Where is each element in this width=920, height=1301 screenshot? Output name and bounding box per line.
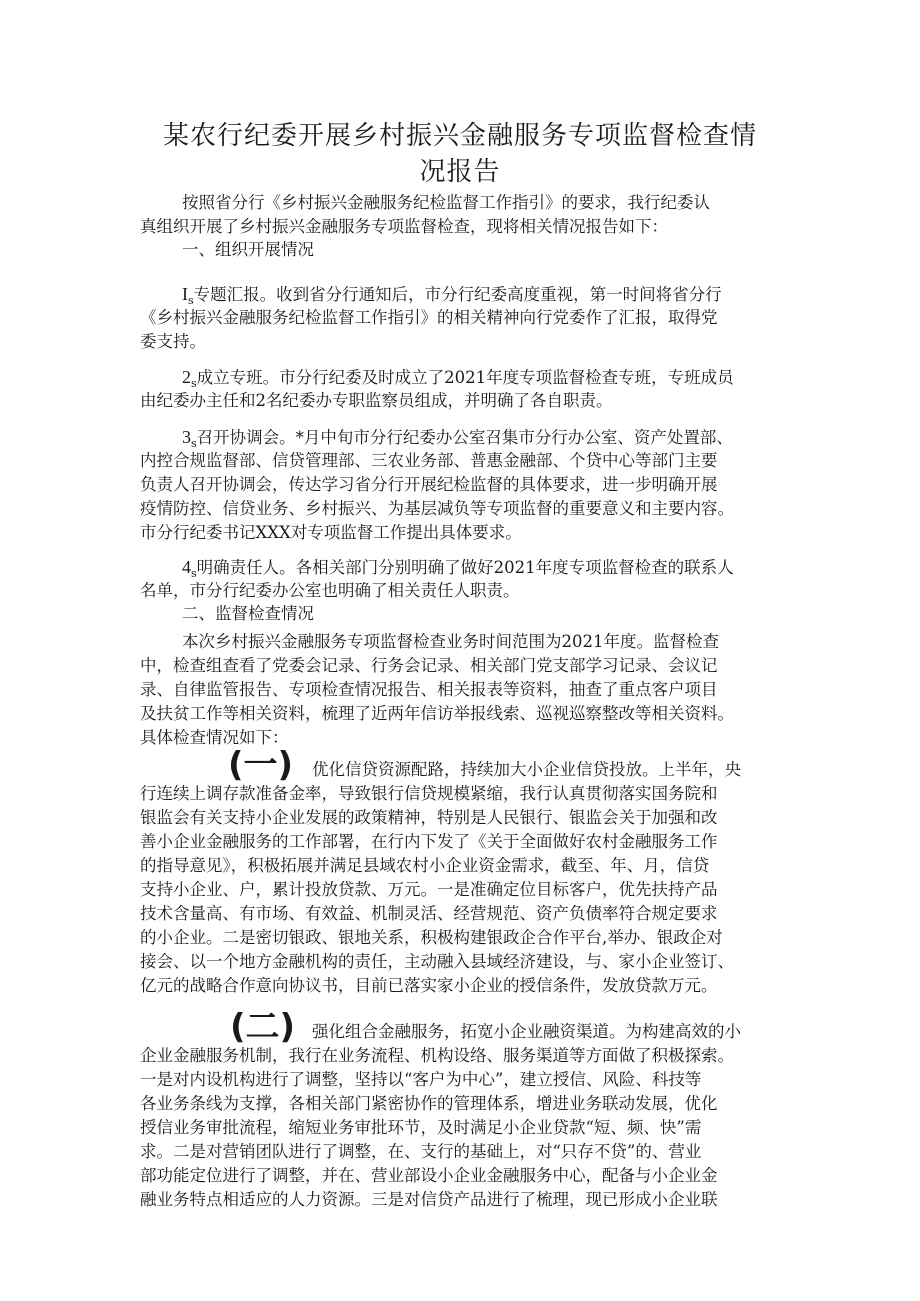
paragraph-line: 中，检查组查看了党委会记录、行务会记录、相关部门党支部学习记录、会议记	[140, 656, 718, 675]
part-marker-2: (二)	[230, 1007, 296, 1047]
paragraph-line: 部功能定位进行了调整，并在、营业部设小企业金融服务中心，配备与小企业金	[140, 1166, 718, 1185]
paragraph-line: 及扶贫工作等相关资料，梳理了近两年信访举报线索、巡视巡察整改等相关资料。	[140, 704, 734, 723]
paragraph-line: 各业务条线为支撑，各相关部门紧密协作的管理体系，增进业务联动发展，优化	[140, 1094, 718, 1113]
paragraph-line: 支持小企业、户，累计投放贷款、万元。一是准确定位目标客户，优先扶持产品	[140, 880, 718, 899]
item-text: 明确责任人。各相关部门分别明确了做好2021年度专项监督检查的联系人	[196, 558, 734, 577]
paragraph-line: 内控合规监督部、信贷管理部、三农业务部、普惠金融部、个贷中心等部门主要	[140, 451, 718, 470]
paragraph-line: 企业金融服务机制，我行在业务流程、机构设络、服务渠道等方面做了积极探索。	[140, 1046, 734, 1065]
item-number: I	[182, 284, 188, 304]
item-text: 专题汇报。收到省分行通知后，市分行纪委高度重视，第一时间将省分行	[193, 285, 722, 304]
paragraph-line: 录、自律监管报告、专项检查情况报告、相关报表等资料，抽查了重点客户项目	[140, 680, 718, 699]
intro-line: 按照省分行《乡村振兴金融服务纪检监督工作指引》的要求，我行纪委认	[182, 193, 710, 212]
paragraph-line: 银监会有关支持小企业发展的政策精神，特别是人民银行、银监会关于加强和改	[140, 808, 718, 827]
paragraph-line: 市分行纪委书记XXX对专项监督工作提出具体要求。	[140, 523, 522, 542]
paragraph-line: 授信业务审批流程，缩短业务审批环节，及时满足小企业贷款“短、频、快”需	[140, 1118, 702, 1137]
section-heading-inspection: 二、监督检查情况	[182, 604, 314, 623]
item-separator: s	[191, 567, 197, 580]
paragraph-line: 由纪委办主任和2名纪委办专职监察员组成，并明确了各自职责。	[140, 391, 613, 410]
item-text: 成立专班。市分行纪委及时成立了2021年度专项监督检查专班，专班成员	[196, 368, 734, 387]
document-title-line-2: 况报告	[419, 157, 501, 187]
paragraph-line: 的指导意见》，积极拓展并满足县域农村小企业资金需求，截至、年、月，信贷	[140, 856, 710, 875]
paragraph-line: 优化信贷资源配路，持续加大小企业信贷投放。上半年，央	[312, 760, 741, 779]
paragraph-line: 融业务特点相适应的人力资源。三是对信贷产品进行了梳理，现已形成小企业联	[140, 1190, 718, 1209]
item-number: 2	[182, 367, 191, 387]
paragraph-line: 负责人召开协调会，传达学习省分行开展纪检监督的具体要求，进一步明确开展	[140, 475, 718, 494]
paragraph-line: 一是对内设机构进行了调整，坚持以“客户为中心”，建立授信、风险、科技等	[140, 1070, 702, 1089]
paragraph-line: 强化组合金融服务，拓宽小企业融资渠道。为构建高效的小	[312, 1022, 741, 1041]
item-separator: s	[191, 437, 197, 450]
paragraph-line: 《乡村振兴金融服务纪检监督工作指引》的相关精神向行党委作了汇报，取得党	[140, 308, 718, 327]
paragraph-line: 亿元的战略合作意向协议书，目前已落实家小企业的授信条件，发放贷款万元。	[140, 976, 718, 995]
paragraph-line: 具体检查情况如下：	[140, 728, 289, 747]
item-number: 3	[182, 427, 191, 447]
paragraph-line: 行连续上调存款准备金率，导致银行信贷规模紧缩，我行认真贯彻落实国务院和	[140, 784, 718, 803]
paragraph-line: 名单，市分行纪委办公室也明确了相关责任人职责。	[140, 581, 520, 600]
item-separator: s	[188, 294, 194, 307]
paragraph-line: 善小企业金融服务的工作部署，在行内下发了《关于全面做好农村金融服务工作	[140, 832, 718, 851]
paragraph-line: 接会、以一个地方金融机构的责任，主动融入县域经济建设，与、家小企业签订、	[140, 952, 734, 971]
paragraph-line: 求。二是对营销团队进行了调整，在、支行的基础上，对“只存不贷”的、营业	[140, 1142, 702, 1161]
paragraph-line: 委支持。	[140, 332, 206, 351]
item-separator: s	[191, 377, 197, 390]
part-marker-1: (一)	[228, 745, 294, 785]
intro-line: 真组织开展了乡村振兴金融服务专项监督检查，现将相关情况报告如下：	[140, 217, 668, 236]
item-text: 召开协调会。*月中旬市分行纪委办公室召集市分行办公室、资产处置部、	[196, 428, 733, 447]
document-title-line-1: 某农行纪委开展乡村振兴金融服务专项监督检查情	[162, 121, 757, 151]
paragraph-line: 的小企业。二是密切银政、银地关系，积极构建银政企合作平台,举办、银政企对	[140, 928, 723, 947]
item-number: 4	[182, 557, 191, 577]
paragraph-line: 技术含量高、有市场、有效益、机制灵活、经营规范、资产负债率符合规定要求	[140, 904, 718, 923]
section-heading-organization: 一、组织开展情况	[182, 240, 314, 259]
paragraph-line: 本次乡村振兴金融服务专项监督检查业务时间范围为2021年度。监督检查	[182, 632, 719, 651]
paragraph-line: 疫情防控、信贷业务、乡村振兴、为基层减负等专项监督的重要意义和主要内容。	[140, 499, 734, 518]
